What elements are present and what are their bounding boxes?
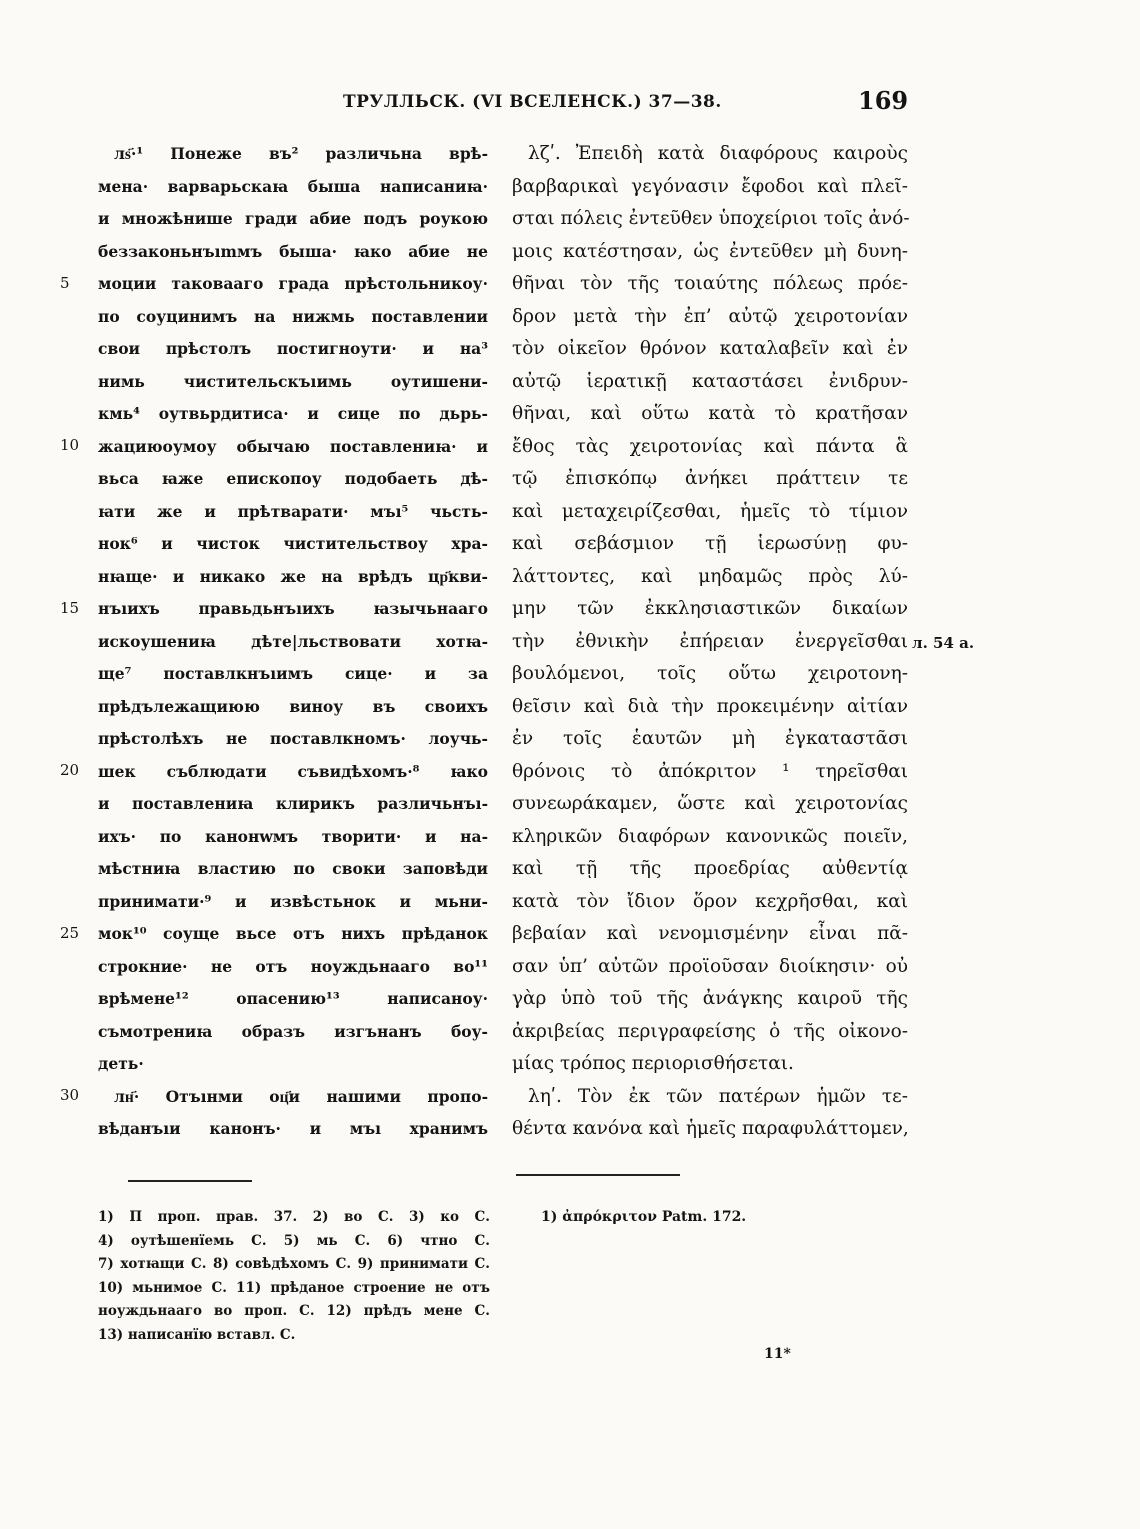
greek-line: θρόνοις τὸ ἀπόκριτον ¹ τηρεῖσθαι (512, 760, 908, 782)
footnote-line: 7) хотꙗщи С. 8) совѣдѣхомъ С. 9) принимати С. (98, 1256, 490, 1272)
footnote-line: ноуждьнааго во проп. С. 12) прѣдъ мене С. (98, 1303, 490, 1319)
slavonic-line: вѣданъıи канонъ· и мъı хранимъ (98, 1119, 488, 1138)
slavonic-line: лѕ҃·¹ Понеже въ² различьна врѣ- (114, 144, 488, 163)
slavonic-line: мѣстниꙗ властию по своки заповѣди (98, 859, 488, 878)
greek-line: συνεωράκαμεν, ὥστε καὶ χειροτονίας (512, 793, 908, 814)
slavonic-line: врѣмене¹² опасению¹³ написаноу· (98, 989, 488, 1008)
greek-line: μίας τρόπος περιορισθήσεται. (512, 1053, 794, 1074)
slavonic-line: нъıихъ правьдьнъıихъ ꙗзычьнааго (98, 599, 488, 618)
greek-line: κατὰ τὸν ἴδιον ὅρον κεχρῆσθαι, καὶ (512, 890, 908, 912)
greek-line: δρον μετὰ τὴν ἐπ’ αὐτῷ χειροτονίαν (512, 305, 908, 327)
slavonic-line: деть· (98, 1054, 144, 1073)
slavonic-line: прѣстолѣхъ не поставлкномъ· лоучь- (98, 729, 488, 748)
greek-line: θέντα κανόνα καὶ ἡμεῖς παραφυλάττομεν, (512, 1118, 909, 1139)
slavonic-line: ихъ· по канонwмъ творити· и на- (98, 826, 488, 846)
greek-line: τῷ ἐπισκόπῳ ἀνήκει πράττειν τε (512, 468, 908, 489)
slavonic-line: и множѣнише гради абие подъ роукою (98, 209, 488, 228)
line-number: 25 (60, 924, 80, 942)
slavonic-line: моции таковааго града прѣстольникоу· (98, 274, 488, 293)
footnote-line: 10) мьнимое С. 11) прѣданое строение не отъ (98, 1279, 490, 1296)
greek-line: βουλόμενοι, τοῖς οὕτω χειροτονη- (512, 663, 908, 684)
greek-line: βεβαίαν καὶ νενομισμένην εἶναι πᾶ- (512, 923, 908, 944)
greek-line: ληʹ. Τὸν ἐκ τῶν πατέρων ἡμῶν τε- (528, 1085, 908, 1107)
slavonic-line: строкние· не отъ ноуждьнааго во¹¹ (98, 956, 488, 976)
greek-line: κληρικῶν διαφόρων κανονικῶς ποιεῖν, (512, 825, 908, 847)
footnote-rule-left (128, 1180, 252, 1182)
greek-line: ἀκριβείας περιγραφείσης ὁ τῆς οἰκονο- (512, 1020, 908, 1042)
slavonic-line: нимь чистительскъıимь оутишени- (98, 371, 488, 391)
greek-column (512, 138, 908, 1146)
greek-line: λάττοντες, καὶ μηδαμῶς πρὸς λύ- (512, 565, 908, 587)
footnote-greek: 1) ἀπρόκριτον Patm. 172. (541, 1209, 747, 1225)
greek-line: σαν ὑπ’ αὐτῶν προϊοῦσαν διοίκησιν· οὐ (512, 955, 908, 977)
slavonic-line: прѣдълежащиюю виноу въ своихъ (98, 696, 488, 716)
footnotes-slavonic (98, 1206, 490, 1347)
greek-line: θεῖσιν καὶ διὰ τὴν προκειμένην αἰτίαν (512, 695, 908, 717)
line-number: 20 (60, 761, 80, 779)
greek-line: καὶ τῇ τῆς προεδρίας αὐθεντίᾳ (512, 858, 908, 879)
slavonic-column (98, 138, 488, 1146)
greek-line: τὸν οἰκεῖον θρόνον καταλαβεῖν καὶ ἐν (512, 338, 908, 359)
greek-line: θῆναι τὸν τῆς τοιαύτης πόλεως πρόε- (512, 273, 908, 294)
slavonic-line: по соуцинимъ на нижмь поставлении (98, 306, 488, 326)
slavonic-line: беззаконьнъımмъ быша· ꙗко абие не (98, 241, 488, 261)
greek-line: μοις κατέστησαν, ὡς ἐντεῦθεν μὴ δυνη- (512, 240, 908, 262)
greek-line: βαρβαρικαὶ γεγόνασιν ἔφοδοι καὶ πλεῖ- (512, 175, 908, 197)
slavonic-line: шек съблюдати съвидѣхомъ·⁸ ꙗко (98, 761, 488, 781)
slavonic-line: искоушениꙗ дѣте|льствовати хотꙗ- (98, 631, 488, 651)
greek-line: θῆναι, καὶ οὕτω κατὰ τὸ κρατῆσαν (512, 403, 908, 424)
greek-line: μην τῶν ἐκκλησιαστικῶν δικαίων (512, 598, 908, 619)
slavonic-line: ще⁷ поставлкнъıимъ сице· и за (98, 664, 488, 683)
slavonic-line: и поставлениꙗ клирикъ различьнъı- (98, 794, 488, 813)
greek-line: τὴν ἐθνικὴν ἐπήρειαν ἐνεργεῖσθαι (512, 630, 908, 652)
slavonic-line: свои прѣстолъ постигноути· и на³ (98, 339, 488, 358)
line-number: 5 (60, 274, 70, 292)
header-title: ТРУЛЛЬСК. (VI ВСЕЛЕНСК.) 37—38. (343, 92, 722, 112)
slavonic-line: ꙗти же и прѣтварати· мъı⁵ чьсть- (98, 501, 488, 521)
greek-line: λζʹ. Ἐπειδὴ κατὰ διαφόρους καιροὺς (528, 143, 908, 164)
footnote-line: 13) написанїю вставл. С. (98, 1326, 296, 1343)
slavonic-line: мок¹⁰ соуще вьсе отъ нихъ прѣданок (98, 924, 488, 943)
slavonic-line: нок⁶ и чисток чистительствоу хра- (98, 534, 488, 553)
greek-line: σται πόλεις ἐντεῦθεν ὑποχείριοι τοῖς ἀνό- (512, 208, 910, 229)
greek-line: καὶ μεταχειρίζεσθαι, ἡμεῖς τὸ τίμιον (512, 500, 908, 522)
line-number: 15 (60, 599, 80, 617)
slavonic-line: мена· варварьскаꙗ быша написаниꙗ· (98, 176, 488, 196)
greek-line: ἔθος τὰς χειροτονίας καὶ πάντα ἃ (512, 435, 908, 457)
greek-line: ἐν τοῖς ἑαυτῶν μὴ ἐγκαταστᾶσι (512, 728, 908, 749)
slavonic-line: лн҃· Отъıнми оц҃и нашими пропо- (114, 1086, 488, 1106)
running-header (0, 82, 1140, 122)
footnote-rule-right (516, 1174, 680, 1176)
greek-line: καὶ σεβάσμιον τῇ ἱερωσύνῃ φυ- (512, 533, 908, 554)
slavonic-line: кмь⁴ оутвьрдитиса· и сице по дьрь- (98, 404, 488, 423)
line-number: 10 (60, 436, 80, 454)
slavonic-line: вьса ꙗже епископоу подобаеть дѣ- (98, 469, 488, 488)
greek-line: γὰρ ὑπὸ τοῦ τῆς ἀνάγκης καιροῦ τῆς (512, 988, 908, 1009)
page-number: 169 (858, 86, 909, 115)
line-number: 30 (60, 1086, 80, 1104)
slavonic-line: съмотрениꙗ образъ изгънанъ боу- (98, 1021, 488, 1041)
signature-mark: 11* (764, 1346, 791, 1362)
margin-folio-note: л. 54 а. (912, 634, 975, 652)
slavonic-line: нꙗще· и никако же на врѣдъ цр҃кви- (98, 566, 488, 586)
footnote-line: 1) П проп. прав. 37. 2) во С. 3) ко С. (98, 1209, 490, 1225)
slavonic-line: принимати·⁹ и извѣстьнок и мьни- (98, 891, 488, 911)
greek-line: αὐτῷ ἱερατικῇ καταστάσει ἐνιδρυν- (512, 370, 908, 392)
slavonic-line: жациюоумоу обычаю поставлениꙗ· и (98, 436, 488, 456)
footnote-line: 4) оутѣшенїемь С. 5) мь С. 6) чтно С. (98, 1232, 490, 1249)
